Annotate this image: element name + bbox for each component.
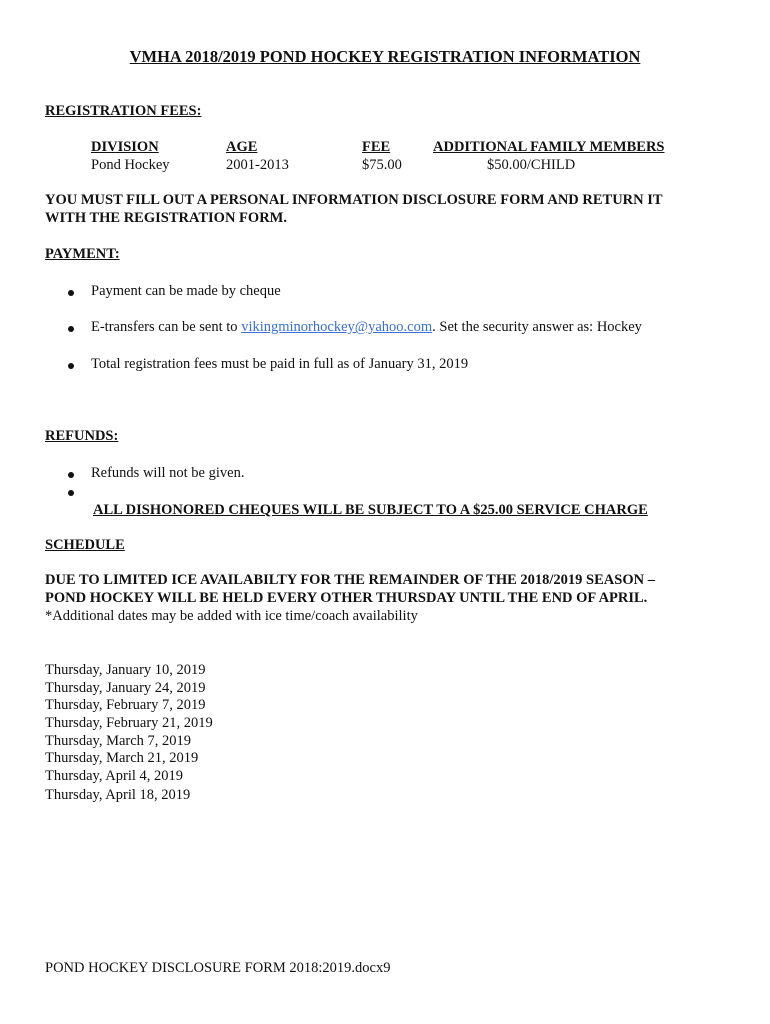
etransfer-prefix: E-transfers can be sent to	[91, 319, 242, 335]
refunds-item: Refunds will not be given.	[91, 465, 245, 481]
schedule-date: Thursday, February 21, 2019	[45, 715, 213, 731]
email-link[interactable]: vikingminorhockey@yahoo.com	[241, 319, 433, 335]
disclosure-notice-line1: YOU MUST FILL OUT A PERSONAL INFORMATION DISCLOSURE FORM AND RETURN IT	[45, 192, 663, 208]
division-header: DIVISION	[91, 139, 159, 155]
document-footer: POND HOCKEY DISCLOSURE FORM 2018:2019.docx9	[45, 960, 391, 976]
fee-header: FEE	[362, 139, 391, 155]
schedule-heading: SCHEDULE	[45, 537, 125, 553]
fee-value: $75.00	[362, 157, 402, 173]
bullet-icon	[68, 363, 74, 369]
bullet-icon	[68, 472, 74, 478]
payment-item-etransfer	[91, 319, 642, 336]
etransfer-suffix: . Set the security answer as: Hockey	[432, 319, 642, 335]
refunds-heading: REFUNDS:	[45, 428, 119, 444]
bullet-icon	[68, 490, 74, 496]
disclosure-notice-line2: WITH THE REGISTRATION FORM.	[45, 210, 287, 226]
schedule-date: Thursday, March 7, 2019	[45, 733, 192, 749]
schedule-notice-line1: DUE TO LIMITED ICE AVAILABILTY FOR THE REMAINDER OF THE 2018/2019 SEASON –	[45, 572, 655, 588]
schedule-notice-line2: POND HOCKEY WILL BE HELD EVERY OTHER THURSDAY UNTIL THE END OF APRIL.	[45, 590, 648, 606]
document-title: VMHA 2018/2019 POND HOCKEY REGISTRATION INFORMATION	[129, 47, 641, 66]
schedule-date: Thursday, April 4, 2019	[45, 768, 184, 784]
division-value: Pond Hockey	[91, 157, 170, 173]
payment-heading: PAYMENT:	[45, 246, 120, 262]
dishonored-cheque-notice: ALL DISHONORED CHEQUES WILL BE SUBJECT TO A $25.00 SERVICE CHARGE	[93, 502, 648, 518]
schedule-date: Thursday, April 18, 2019	[45, 787, 191, 803]
bullet-icon	[68, 290, 74, 296]
schedule-date: Thursday, January 10, 2019	[45, 662, 206, 678]
age-value: 2001-2013	[226, 157, 289, 173]
payment-item-deadline: Total registration fees must be paid in full as of January 31, 2019	[91, 356, 469, 372]
additional-family-header: ADDITIONAL FAMILY MEMBERS	[433, 139, 665, 155]
schedule-note: *Additional dates may be added with ice time/coach availability	[45, 608, 418, 624]
bullet-icon	[68, 326, 74, 332]
schedule-date: Thursday, February 7, 2019	[45, 697, 206, 713]
additional-family-value: $50.00/CHILD	[487, 157, 576, 173]
schedule-date: Thursday, January 24, 2019	[45, 680, 206, 696]
payment-item-cheque: Payment can be made by cheque	[91, 283, 281, 299]
registration-fees-heading: REGISTRATION FEES:	[45, 103, 202, 119]
age-header: AGE	[226, 139, 258, 155]
schedule-date: Thursday, March 21, 2019	[45, 750, 199, 766]
